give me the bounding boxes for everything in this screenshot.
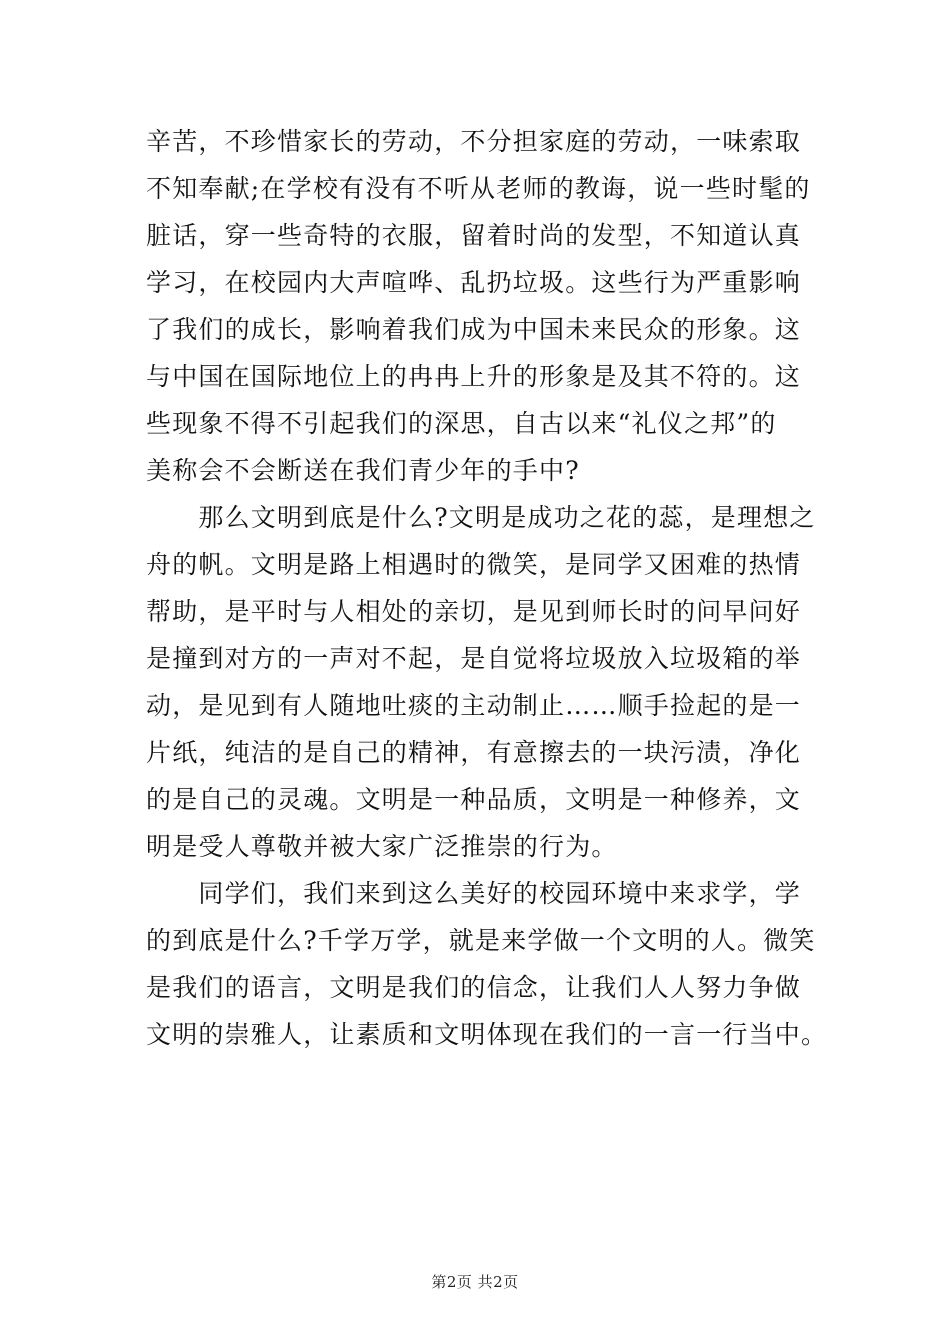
text-line: 同学们，我们来到这么美好的校园环境中来求学，学 bbox=[146, 879, 802, 908]
text-line: 些现象不得不引起我们的深思，自古以来“礼仪之邦”的 bbox=[146, 409, 777, 438]
text-line: 片纸，纯洁的是自己的精神，有意擦去的一块污渍，净化 bbox=[146, 738, 802, 767]
text-line: 不知奉献;在学校有没有不听从老师的教诲，说一些时髦的 bbox=[146, 174, 811, 203]
paragraph-1 bbox=[146, 118, 812, 494]
text-line: 学习，在校园内大声喧哗、乱扔垃圾。这些行为严重影响 bbox=[146, 268, 802, 297]
page-number-label: 第2页 共2页 bbox=[431, 1273, 519, 1291]
text-line: 舟的帆。文明是路上相遇时的微笑，是同学又困难的热情 bbox=[146, 550, 802, 579]
paragraph-2 bbox=[146, 494, 816, 870]
text-line: 帮助，是平时与人相处的亲切，是见到师长时的问早问好 bbox=[146, 597, 802, 626]
text-line: 美称会不会断送在我们青少年的手中? bbox=[146, 456, 580, 485]
text-line: 那么文明到底是什么?文明是成功之花的蕊，是理想之 bbox=[146, 503, 816, 532]
text-line: 是撞到对方的一声对不起，是自觉将垃圾放入垃圾箱的举 bbox=[146, 644, 802, 673]
document-body bbox=[146, 118, 828, 1058]
text-line: 脏话，穿一些奇特的衣服，留着时尚的发型，不知道认真 bbox=[146, 221, 802, 250]
text-line: 辛苦，不珍惜家长的劳动，不分担家庭的劳动，一味索取 bbox=[146, 127, 802, 156]
text-line: 明是受人尊敬并被大家广泛推崇的行为。 bbox=[146, 832, 618, 861]
paragraph-3 bbox=[146, 870, 828, 1058]
page-footer bbox=[0, 1272, 950, 1292]
text-line: 是我们的语言，文明是我们的信念，让我们人人努力争做 bbox=[146, 973, 802, 1002]
text-line: 文明的崇雅人，让素质和文明体现在我们的一言一行当中。 bbox=[146, 1020, 828, 1049]
text-line: 与中国在国际地位上的冉冉上升的形象是及其不符的。这 bbox=[146, 362, 802, 391]
text-line: 了我们的成长，影响着我们成为中国未来民众的形象。这 bbox=[146, 315, 802, 344]
text-line: 的到底是什么?千学万学，就是来学做一个文明的人。微笑 bbox=[146, 926, 816, 955]
text-line: 的是自己的灵魂。文明是一种品质，文明是一种修养，文 bbox=[146, 785, 802, 814]
text-line: 动，是见到有人随地吐痰的主动制止……顺手捡起的是一 bbox=[146, 691, 802, 720]
